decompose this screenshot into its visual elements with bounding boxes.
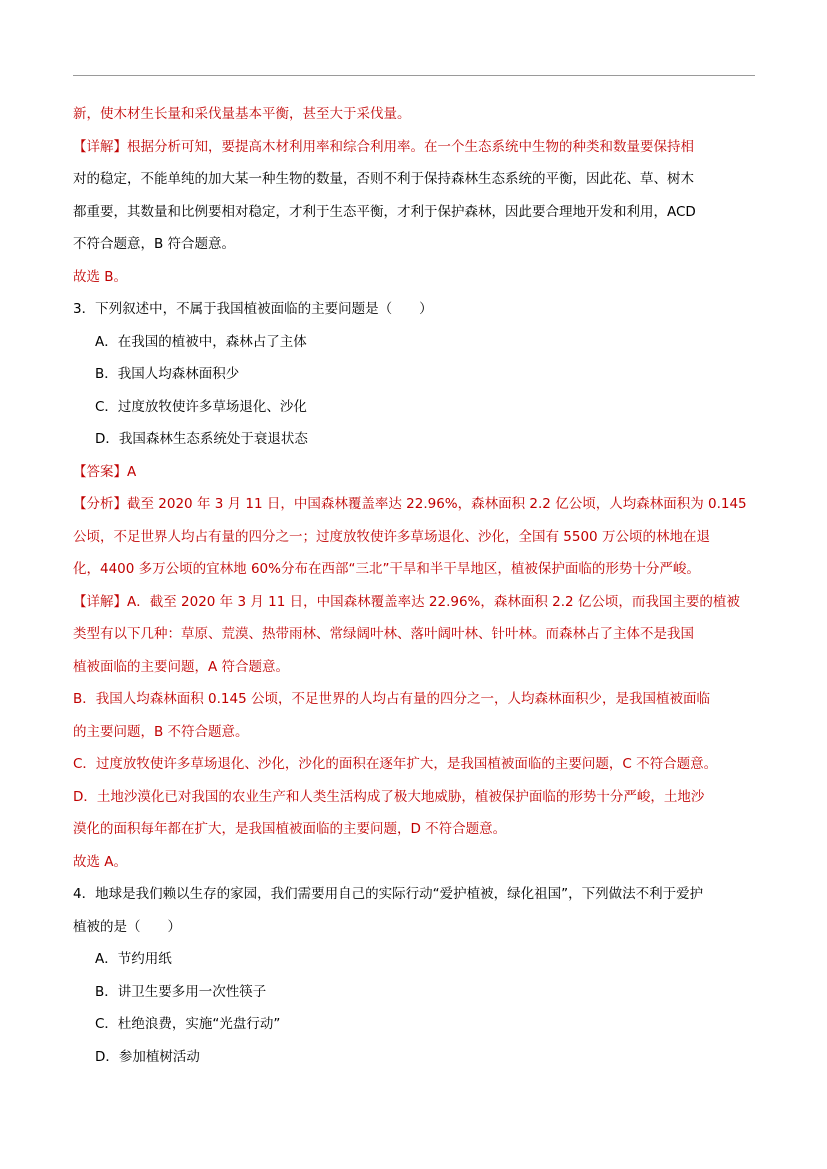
line-19: B．我国人均森林面积 0.145 公顷，不足世界的人均占有量的四分之一，人均森林面积少，是我国植被面临	[73, 691, 710, 707]
question-3-option-c: C．过度放牧使许多草场退化、沙化	[95, 398, 307, 415]
header-rule	[73, 75, 755, 76]
line-20: 的主要问题，B 不符合题意。	[73, 723, 249, 740]
question-4-option-c: C．杜绝浪费，实施“光盘行动”	[95, 1016, 281, 1032]
line-21: C．过度放牧使许多草场退化、沙化，沙化的面积在逐年扩大，是我国植被面临的主要问题，C 不符合题意。	[73, 756, 718, 772]
question-4-stem-cont: 植被的是（ ）	[73, 918, 181, 935]
line-5: 不符合题意，B 符合题意。	[73, 236, 236, 252]
line-3: 对的稳定，不能单纯的加大某一种生物的数量，否则不利于保持森林生态系统的平衡，因此花、草、树木	[73, 171, 694, 187]
line-18: 植被面临的主要问题，A 符合题意。	[73, 658, 290, 675]
question-3-option-b: B．我国人均森林面积少	[95, 366, 240, 382]
line-15: 化，4400 多万公顷的宜林地 60%分布在西部“三北”干旱和半干旱地区，植被保护面临的形势十分严峻。	[73, 561, 700, 577]
line-1: 新，使木材生长量和采伐量基本平衡，甚至大于采伐量。	[73, 106, 411, 122]
line-24: 故选 A。	[73, 853, 128, 870]
line-4: 都重要，其数量和比例要相对稳定，才利于生态平衡，才利于保护森林，因此要合理地开发和利用，ACD	[73, 203, 696, 220]
line-2: 【详解】根据分析可知，要提高木材利用率和综合利用率。在一个生态系统中生物的种类和数量要保持相	[73, 138, 694, 155]
question-3-stem: 3．下列叙述中，不属于我国植被面临的主要问题是（ ）	[73, 301, 433, 317]
question-4-option-a: A．节约用纸	[95, 951, 172, 967]
line-22: D．土地沙漠化已对我国的农业生产和人类生活构成了极大地威胁，植被保护面临的形势十分严峻，土地沙	[73, 788, 705, 805]
line-13: 【分析】截至 2020 年 3 月 11 日，中国森林覆盖率达 22.96%，森林面积 2.2 亿公顷，人均森林面积为 0.145	[73, 496, 747, 512]
question-3-answer: 【答案】A	[73, 463, 137, 480]
question-4-stem: 4．地球是我们赖以生存的家园，我们需要用自己的实际行动“爱护植被，绿化祖国”，下列做法不利于爱护	[73, 886, 704, 902]
line-6: 故选 B。	[73, 268, 128, 285]
line-14: 公顷，不足世界人均占有量的四分之一；过度放牧使许多草场退化、沙化，全国有 5500 万公顷的林地在退	[73, 528, 710, 545]
line-16: 【详解】A．截至 2020 年 3 月 11 日，中国森林覆盖率达 22.96%，森林面积 2.2 亿公顷，而我国主要的植被	[73, 593, 740, 610]
line-23: 漠化的面积每年都在扩大，是我国植被面临的主要问题，D 不符合题意。	[73, 821, 507, 837]
question-4-option-b: B．讲卫生要多用一次性筷子	[95, 983, 267, 1000]
question-3-option-d: D．我国森林生态系统处于衰退状态	[95, 431, 308, 447]
document-body	[73, 98, 759, 1073]
question-3-option-a: A．在我国的植被中，森林占了主体	[95, 333, 307, 350]
question-4-option-d: D．参加植树活动	[95, 1048, 200, 1065]
line-17: 类型有以下几种：草原、荒漠、热带雨林、常绿阔叶林、落叶阔叶林、针叶林。而森林占了主体不是我国	[73, 626, 694, 642]
